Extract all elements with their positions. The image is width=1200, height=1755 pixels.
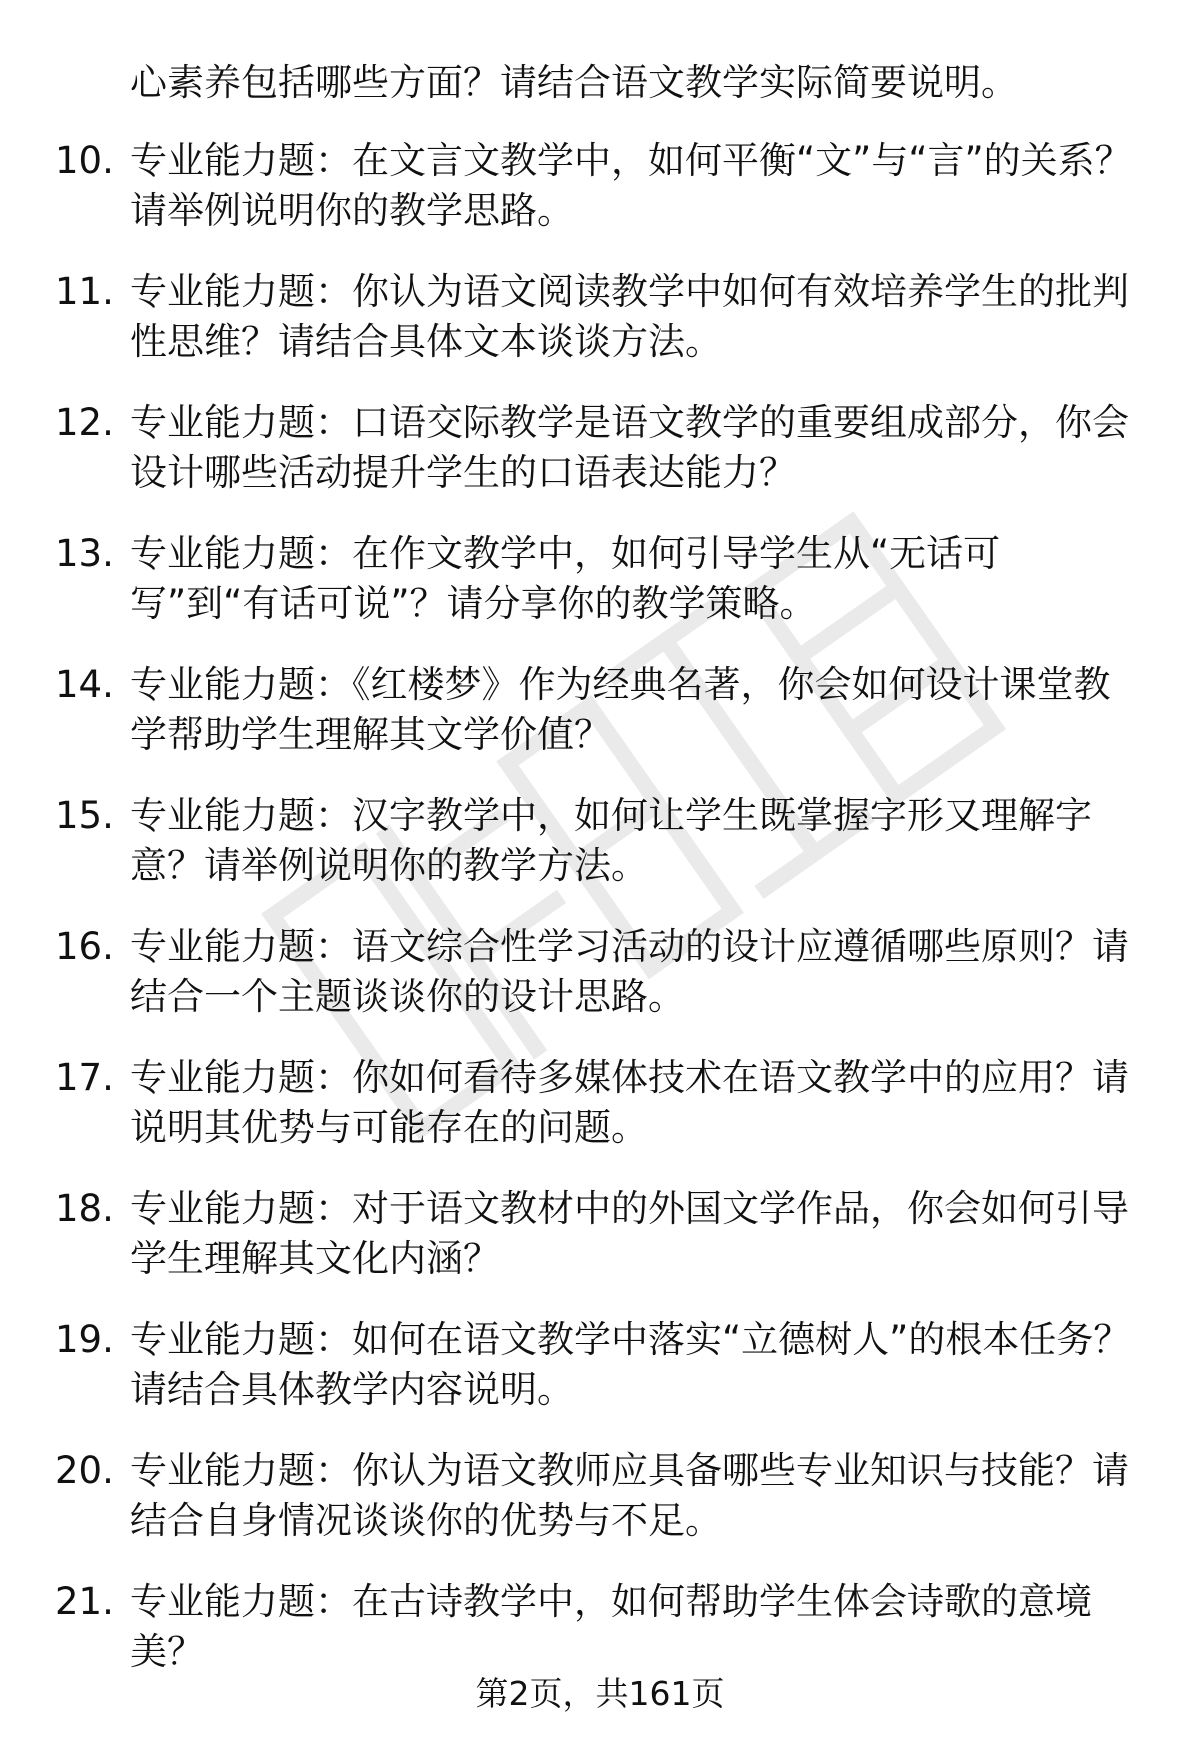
question-text: 专业能力题：汉字教学中，如何让学生既掌握字形又理解字意？请举例说明你的教学方法。 [130, 794, 1092, 887]
question-text: 专业能力题：如何在语文教学中落实“立德树人”的根本任务？请结合具体教学内容说明。 [130, 1318, 1131, 1411]
question-number: 19. [55, 1318, 114, 1361]
question-number: 15. [55, 794, 114, 837]
question-number: 18. [55, 1187, 114, 1230]
question-text: 专业能力题：在作文教学中，如何引导学生从“无话可写”到“有话可说”？请分享你的教学策略。 [130, 532, 1001, 625]
list-item [0, 136, 1200, 236]
question-list [0, 136, 1200, 1708]
list-item [0, 529, 1200, 629]
list-item [0, 267, 1200, 367]
question-number: 17. [55, 1056, 114, 1099]
question-text: 专业能力题：口语交际教学是语文教学的重要组成部分，你会设计哪些活动提升学生的口语表达能力？ [130, 401, 1129, 494]
question-text: 专业能力题：《红楼梦》作为经典名著，你会如何设计课堂教学帮助学生理解其文学价值？ [130, 663, 1111, 756]
question-number: 11. [55, 270, 114, 313]
list-item [0, 1577, 1200, 1677]
question-number: 10. [55, 139, 114, 182]
list-item [0, 1053, 1200, 1153]
question-text: 专业能力题：你如何看待多媒体技术在语文教学中的应用？请说明其优势与可能存在的问题。 [130, 1056, 1129, 1149]
continued-question-text: 心素养包括哪些方面？请结合语文教学实际简要说明。 [130, 61, 1018, 104]
question-number: 21. [55, 1580, 114, 1623]
question-number: 12. [55, 401, 114, 444]
question-number: 16. [55, 925, 114, 968]
list-item [0, 1446, 1200, 1546]
question-number: 13. [55, 532, 114, 575]
list-item [0, 1315, 1200, 1415]
question-text: 专业能力题：在古诗教学中，如何帮助学生体会诗歌的意境美？ [130, 1580, 1092, 1673]
list-item [0, 1184, 1200, 1284]
list-item [0, 922, 1200, 1022]
question-number: 14. [55, 663, 114, 706]
question-text: 专业能力题：对于语文教材中的外国文学作品，你会如何引导学生理解其文化内涵？ [130, 1187, 1129, 1280]
page-footer: 第2页，共161页 [475, 1674, 725, 1713]
question-number: 20. [55, 1449, 114, 1492]
question-text: 专业能力题：在文言文教学中，如何平衡“文”与“言”的关系？请举例说明你的教学思路。 [130, 139, 1132, 232]
list-item [0, 660, 1200, 760]
question-text: 专业能力题：你认为语文教师应具备哪些专业知识与技能？请结合自身情况谈谈你的优势与不足。 [130, 1449, 1129, 1542]
list-item [0, 398, 1200, 498]
question-text: 专业能力题：你认为语文阅读教学中如何有效培养学生的批判性思维？请结合具体文本谈谈方法。 [130, 270, 1129, 363]
question-text: 专业能力题：语文综合性学习活动的设计应遵循哪些原则？请结合一个主题谈谈你的设计思路。 [130, 925, 1129, 1018]
list-item [0, 791, 1200, 891]
